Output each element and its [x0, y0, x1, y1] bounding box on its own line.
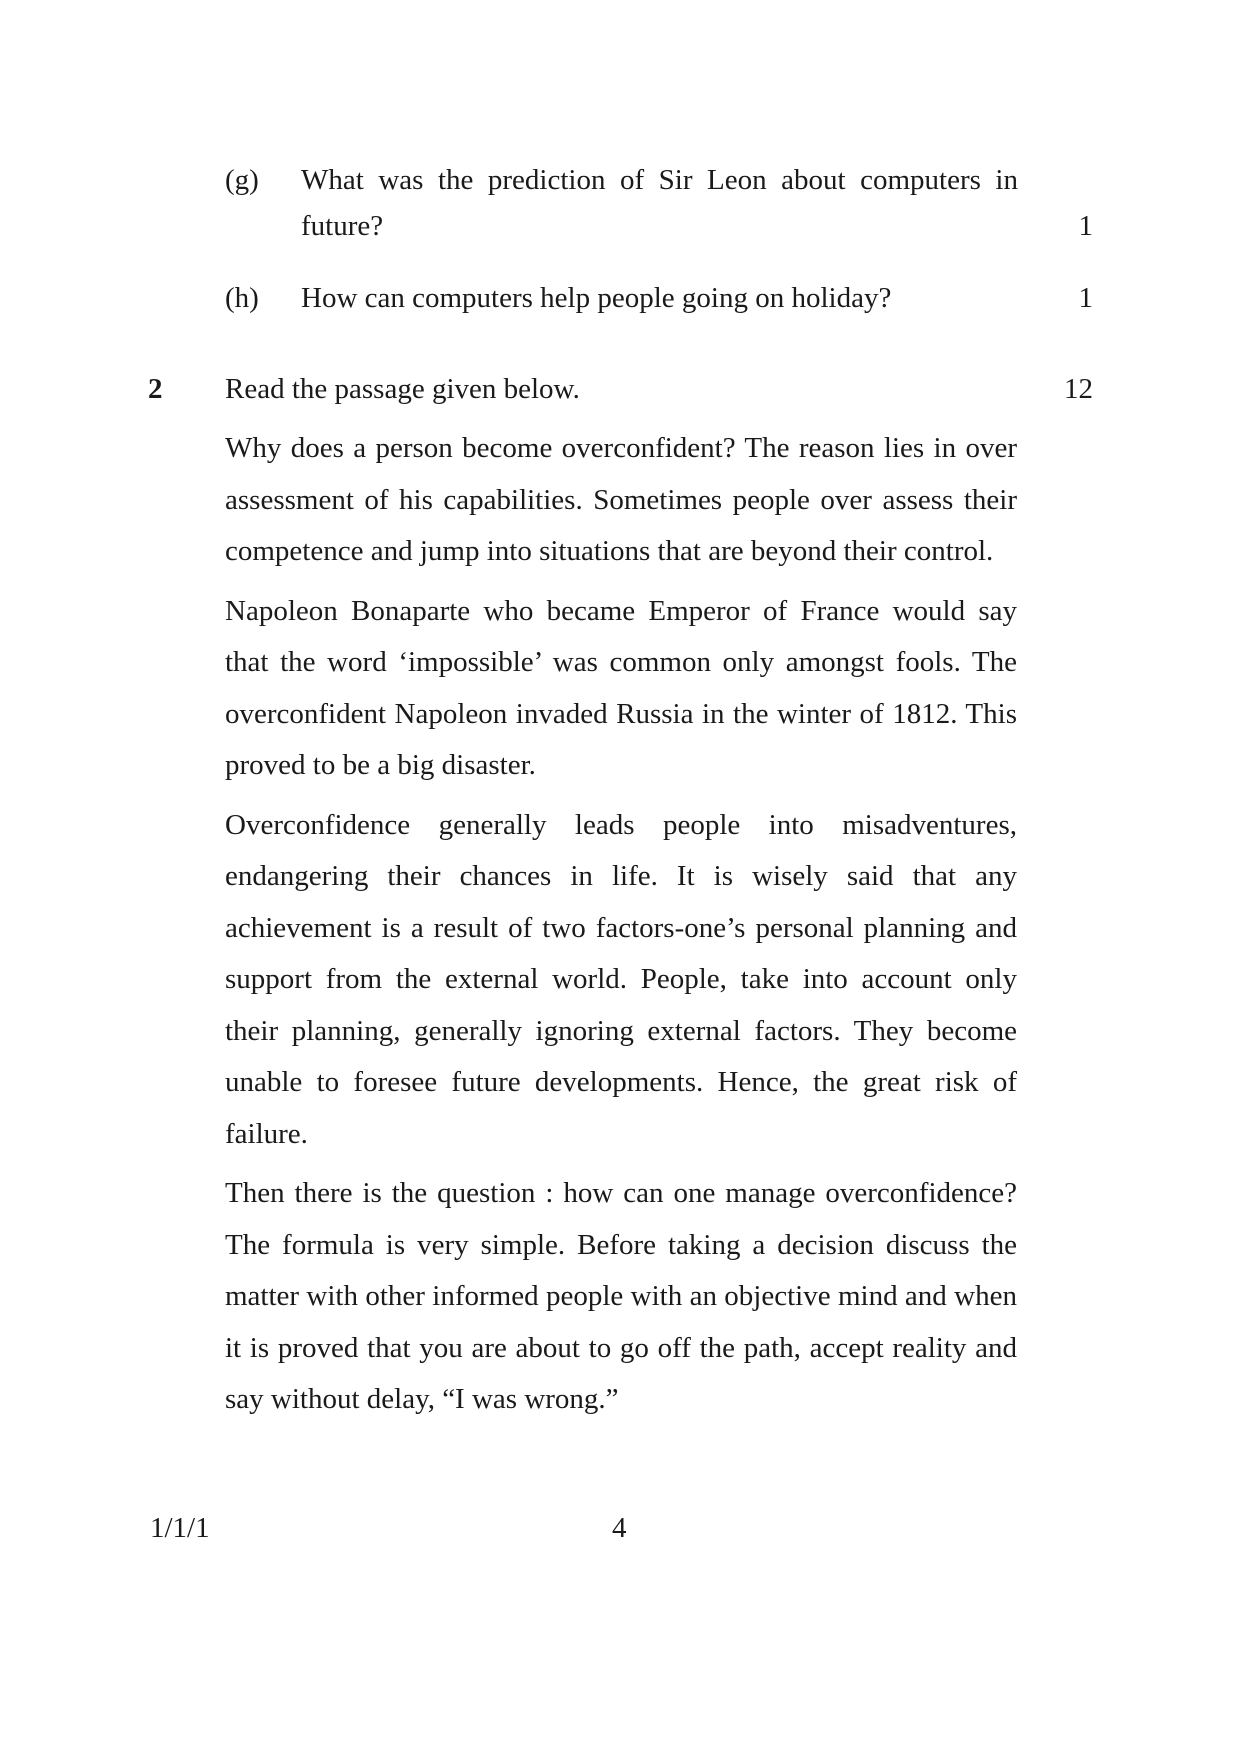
passage	[225, 423, 1017, 1426]
subquestion-h-marks: 1	[1078, 282, 1093, 314]
page-number: 4	[612, 1512, 627, 1544]
subquestion-g-text: What was the prediction of Sir Leon about computers in future?	[301, 164, 1018, 242]
question-instruction: Read the passage given below.	[225, 373, 580, 405]
subquestion-h-text: How can computers help people going on holiday?	[301, 282, 892, 314]
subquestion-h-label: (h)	[225, 282, 259, 314]
passage-paragraph: Then there is the question : how can one manage overconfidence? The formula is very simple. Before taking a decision discuss the matter with other informed people with an objective mind and when it is proved that you are about to go off the path, accept reality and say without delay, “I was wrong.”	[225, 1177, 1017, 1415]
paper-code: 1/1/1	[150, 1512, 210, 1544]
question-marks: 12	[1064, 373, 1093, 405]
question-number: 2	[148, 373, 163, 405]
passage-paragraph: Napoleon Bonaparte who became Emperor of France would say that the word ‘impossible’ was common only amongst fools. The overconfident Napoleon invaded Russia in the winter of 1812. This proved to be a big disaster.	[225, 594, 1017, 781]
passage-paragraph: Why does a person become overconfident? The reason lies in over assessment of his capabilities. Sometimes people over assess their competence and jump into situations that are beyond their control.	[225, 432, 1017, 567]
subquestion-g-label: (g)	[225, 164, 259, 196]
subquestion-g-marks: 1	[1078, 210, 1093, 242]
passage-paragraph: Overconfidence generally leads people into misadventures, endangering their chances in life. It is wisely said that any achievement is a result of two factors-one’s personal planning and support from the external world. People, take into account only their planning, generally ignoring external factors. They become unable to foresee future developments. Hence, the great risk of failure.	[225, 808, 1017, 1150]
